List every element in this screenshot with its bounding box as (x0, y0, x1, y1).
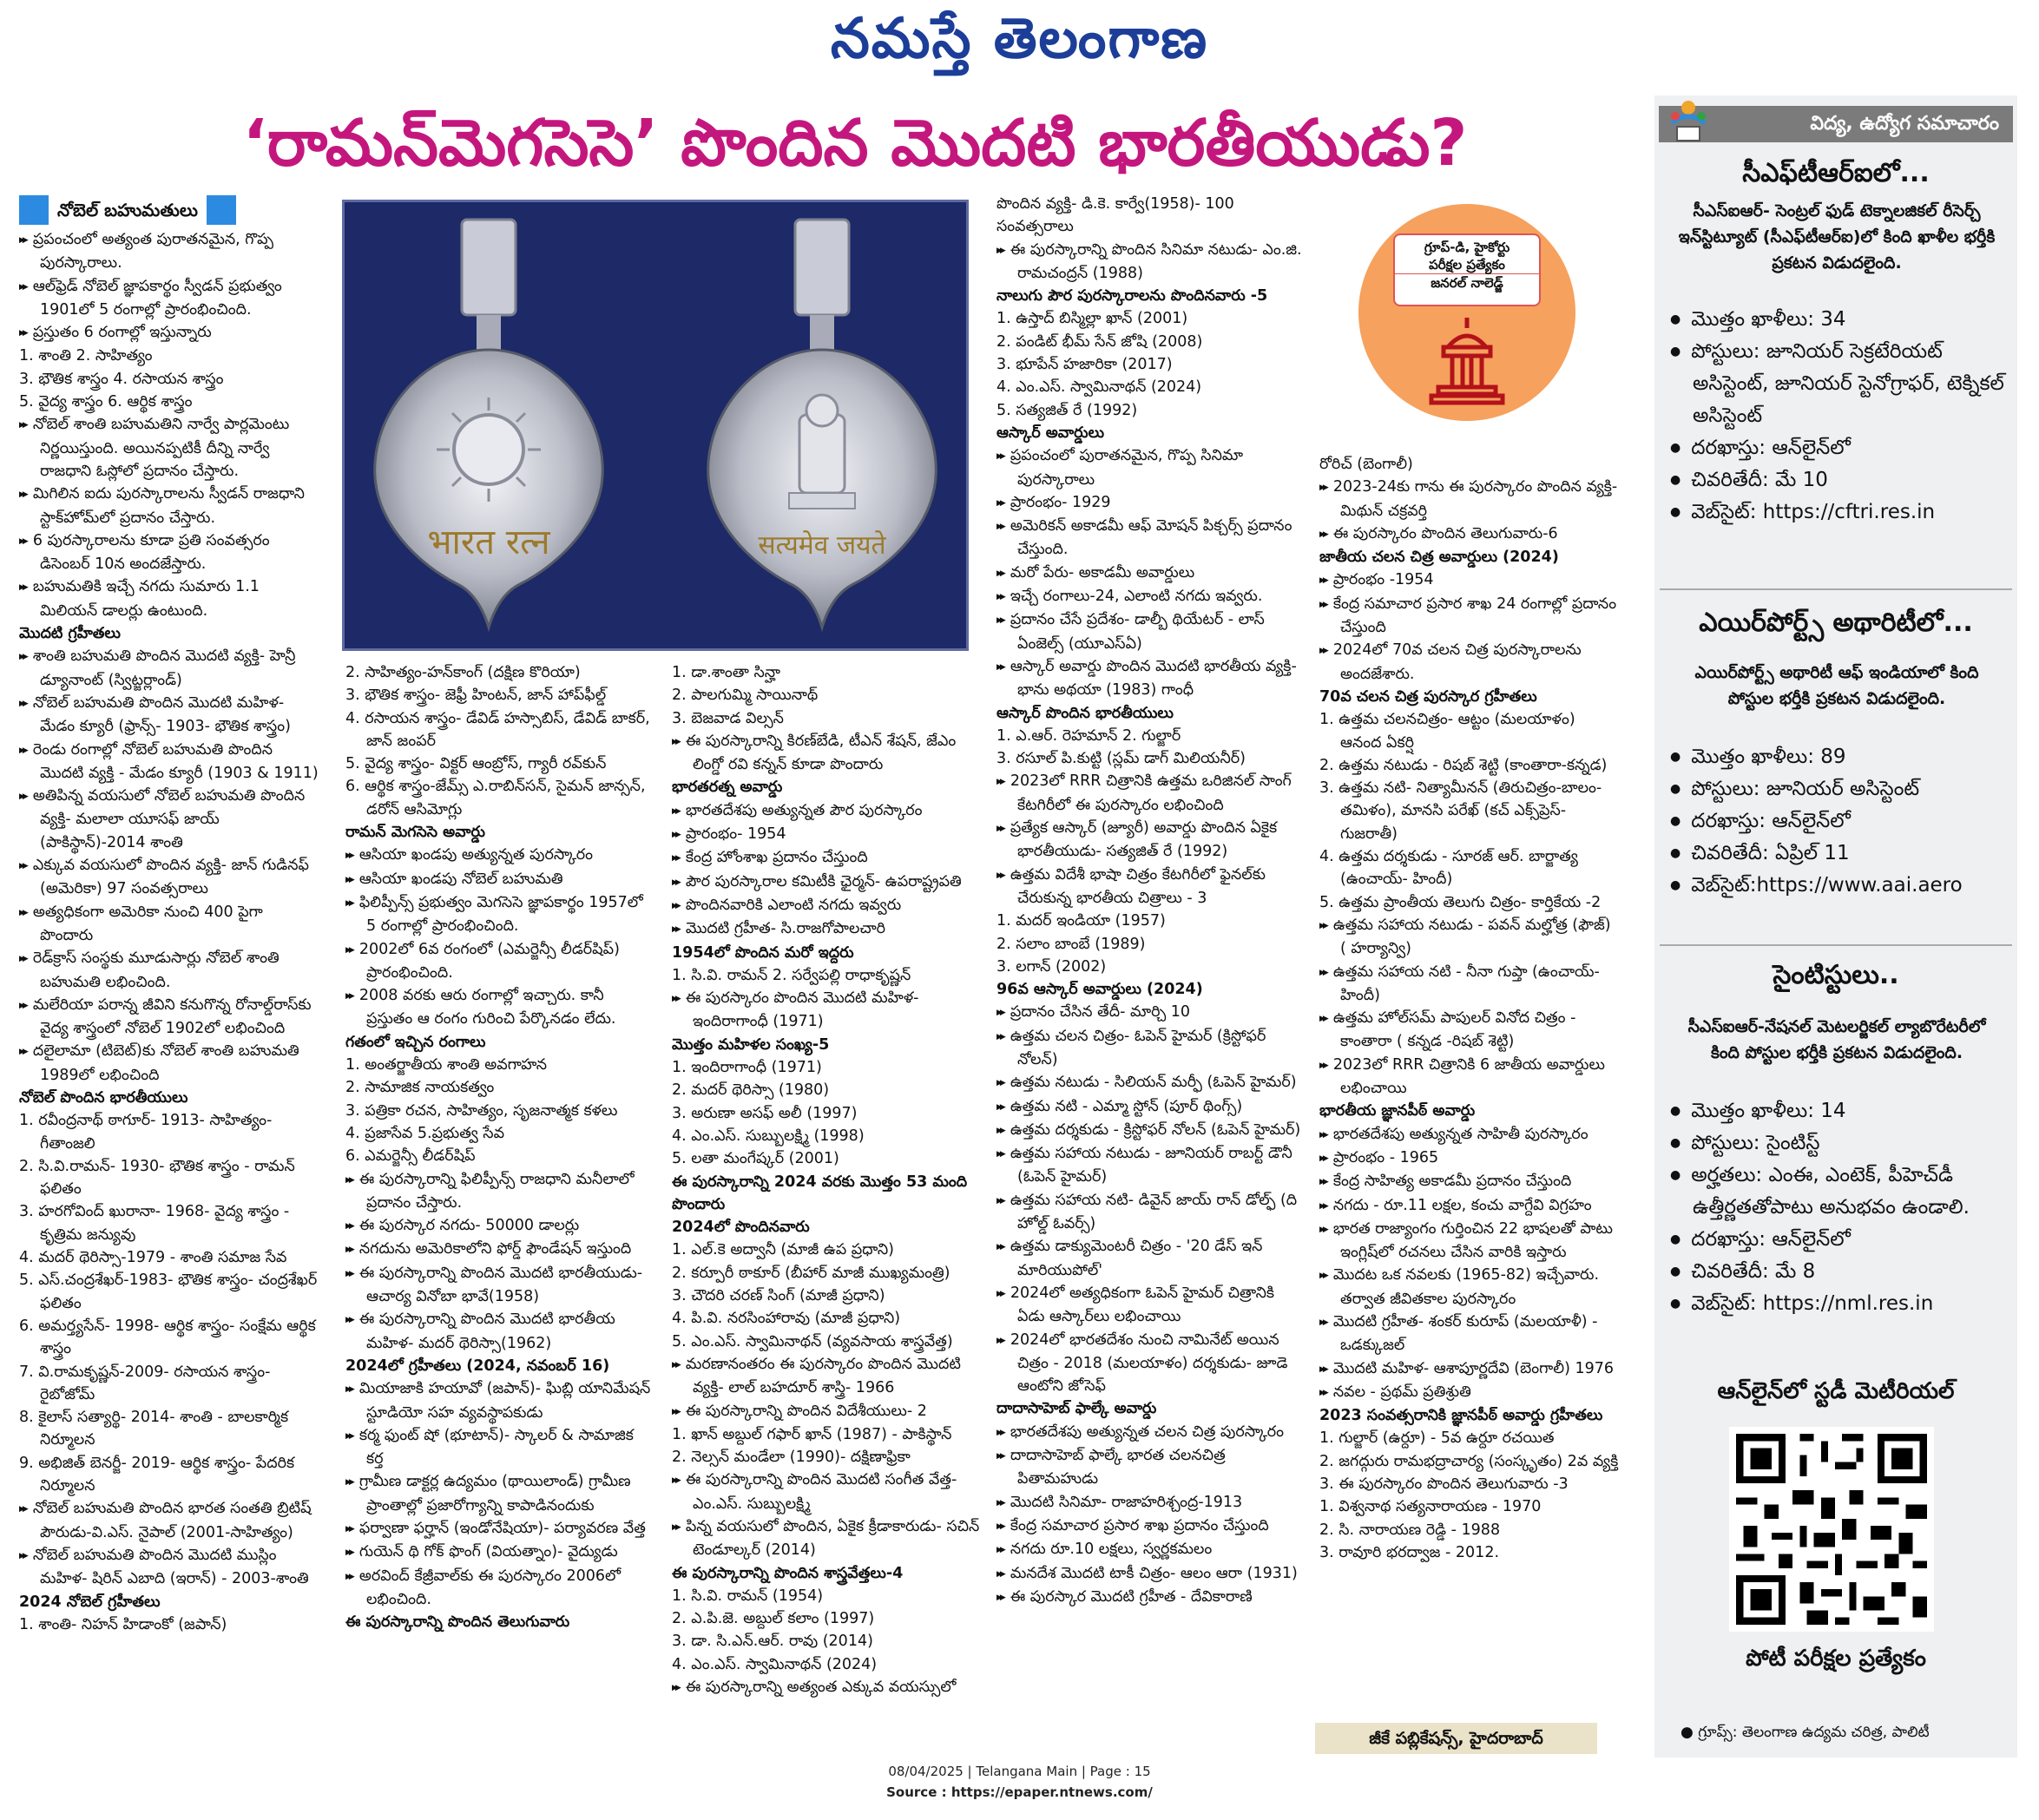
bullet-point: ▶▶ ప్రారంభం -1954 (1319, 568, 1619, 592)
list-item: 4. ఎం.ఎస్. స్వామినాథన్ (2024) (996, 378, 1202, 397)
blue-square-icon (19, 195, 49, 225)
cftri-details (1670, 304, 2009, 529)
subheading: 1954లో పొందిన మరో ఇద్దరు (672, 943, 854, 962)
list-item: 2. ఎ.పి.జె. అబ్దుల్ కలాం (1997) (672, 1610, 875, 1628)
bullet-point: ▶▶ ప్రారంభం- 1929 (996, 491, 1305, 515)
nml-intro: సీఎస్ఐఆర్-నేషనల్ మెటలర్జికల్ ల్యాబొరేటరీలో కింది పోస్టుల భర్తీకి ప్రకటన విడుదలైంది. (1687, 1017, 1986, 1062)
list-item: 5. వైద్య శాస్త్రం 6. ఆర్థిక శాస్త్రం (19, 393, 193, 411)
bullet-point: ▶▶ ఆస్కార్ అవార్డు పొందిన మొదటి భారతీయ వ్యక్తి- భాను అథయా (1983) గాంధీ (996, 655, 1305, 702)
subheading: ఈ పురస్కారాన్ని పొందిన శాస్త్రవేత్తలు-4 (672, 1564, 904, 1582)
list-item: 4. ఎం.ఎస్. సుబ్బులక్ష్మి (1998) (672, 1127, 865, 1145)
list-item: 4. ఎం.ఎస్. స్వామినాథన్ (2024) (672, 1655, 878, 1673)
general-knowledge-badge (1358, 204, 1575, 421)
list-item: 3. బెజవాడ విల్సన్ (672, 709, 784, 727)
job-detail-item: ● మొత్తం ఖాళీలు: 34 (1670, 304, 2009, 336)
list-item: 2. నెల్సన్ మండేలా (1990)- దక్షిణాఫ్రికా (672, 1449, 911, 1467)
bullet-point: ▶▶ 2023లో RRR చిత్రానికి ఉత్తమ ఒరిజినల్ సాంగ్ కేటగిరీలో ఈ పురస్కారం లభించింది (996, 770, 1305, 817)
list-item: 2. ఉత్తమ నటుడు - రిషబ్ శెట్టి (కాంతారా-కన్నడ) (1319, 756, 1608, 774)
bullet-point: ▶▶ మొదటి గ్రహీత- సి.రాజగోపాలచారి (672, 917, 980, 941)
list-item: రోరిచ్ (బెంగాలీ) (1319, 456, 1413, 473)
bullet-point: ▶▶ పౌర పురస్కారాల కమిటీకి ఛైర్మన్- ఉపరాష్ట్రపతి (672, 871, 980, 894)
subheading: నోబెల్ పొందిన భారతీయులు (19, 1088, 188, 1107)
list-item: 6. అమర్త్యసేన్- 1998- ఆర్థిక శాస్త్రం- సంక్షేమ ఆర్థిక శాస్త్రం (19, 1317, 316, 1358)
subheading: భారతరత్న అవార్డు (672, 779, 783, 797)
bullet-point: ▶▶ బహుమతికి ఇచ్చే నగదు సుమారు 1.1 మిలియన్ డాలర్లు ఉంటుంది. (19, 575, 319, 622)
bullet-point: ▶▶ ప్రదానం చేసే ప్రదేశం- డాల్బీ థియేటర్ - లాస్ ఏంజెల్స్ (యూఎస్ఏ) (996, 608, 1305, 655)
bullet-point: ▶▶ ప్రపంచంలో పురాతనమైన, గొప్ప సినిమా పురస్కారాలు (996, 444, 1305, 491)
bullet-point: ▶▶ భారతదేశపు అత్యున్నత పౌర పురస్కారం (672, 799, 980, 823)
list-item: 2. సి. నారాయణ రెడ్డి - 1988 (1319, 1521, 1501, 1539)
bullet-point: ▶▶ 2024లో 70వ చలన చిత్ర పురస్కారాలను అందజేశారు. (1319, 639, 1619, 686)
bullet-point: ▶▶ ఈ పురస్కార నగదు- 50000 డాలర్లు (345, 1214, 654, 1238)
bullet-point: ▶▶ ఆసియా ఖండపు అత్యున్నత పురస్కారం (345, 844, 654, 867)
bullet-point: ▶▶ ఉత్తమ నటి - ఎమ్మా స్టోన్ (పూర్ థింగ్స్) (996, 1095, 1305, 1119)
job-detail-item: ● అర్హతలు: ఎంఈ, ఎంటెక్, పీహెచ్‌డీ ఉత్తీర్ణతతోపాటు అనుభవం ఉండాలి. (1670, 1160, 2009, 1224)
bullet-point: ▶▶ అతిపిన్న వయసులో నోబెల్ బహుమతి పొందిన వ్యక్తి- మలాలా యూసఫ్ జాయ్ (పాకిస్థాన్)-2014 శాంతి (19, 785, 319, 854)
bullet-point: ▶▶ ప్రత్యేక ఆస్కార్ (జ్యూరీ) అవార్డు పొందిన ఏకైక భారతీయుడు- సత్యజిత్ రే (1992) (996, 817, 1305, 864)
bullet-point: ▶▶ ఈ పురస్కారం పొందిన మొదటి మహిళ- ఇందిరాగాంధీ (1971) (672, 987, 980, 1034)
job-detail-item: ● వెబ్‌సైట్: https://cftri.res.in (1670, 496, 2009, 529)
bullet-point: ▶▶ ఉత్తమ సహాయ నటి - నీనా గుప్తా (ఉంచాయ్-హిందీ) (1319, 961, 1619, 1008)
bullet-point: ▶▶ మొదటి గ్రహీత- శంకర్ కురూప్ (మలయాళీ) - ఒడక్కుజల్ (1319, 1311, 1619, 1357)
bullet-point: ▶▶ పొందినవారికి ఎలాంటి నగదు ఇవ్వరు (672, 894, 980, 917)
bullet-point: ▶▶ మియాజాకి హయావో (జపాన్)- ఘిబ్లి యానిమేషన్ స్టూడియో సహ వ్యవస్థాపకుడు (345, 1377, 654, 1424)
bullet-point: ▶▶ రెడ్‌క్రాస్ సంస్థకు మూడుసార్లు నోబెల్ శాంతి బహుమతి లభించింది. (19, 947, 319, 994)
bullet-point: ▶▶ నోబెల్ శాంతి బహుమతిని నార్వే పార్లమెంటు నిర్ణయిస్తుంది. అయినప్పటికీ దీన్ని నార్వే రాజధాని ఓస్లోలో ప్రదానం చేస్తారు. (19, 413, 319, 483)
list-item: 3. భౌతిక శాస్త్రం- జెఫ్రీ హింటన్, జాన్ హాప్‌ఫీల్డ్ (345, 687, 607, 705)
sidebar-divider (1660, 588, 2012, 590)
bullet-point: ▶▶ మిగిలిన ఐదు పురస్కారాలను స్వీడన్ రాజధాని స్టాక్‌హోమ్‌లో ప్రదానం చేస్తారు. (19, 483, 319, 529)
job-detail-item: ● పోస్టులు: సైంటిస్ట్ (1670, 1127, 2009, 1160)
bullet-point: ▶▶ నగదు రూ.10 లక్షలు, స్వర్ణకమలం (996, 1538, 1305, 1561)
subheading: దాదాసాహెబ్ ఫాల్కే అవార్డు (996, 1400, 1157, 1418)
bullet-point: ▶▶ ఈ పురస్కారం పొందిన తెలుగువారు-6 (1319, 522, 1619, 546)
bullet-point: ▶▶ మొదటి మహిళ- ఆశాపూర్ణదేవి (బెంగాలీ) 1976 (1319, 1357, 1619, 1381)
jobs-sidebar (1654, 95, 2017, 1758)
subheading: జాతీయ చలన చిత్ర అవార్డులు (2024) (1319, 549, 1559, 567)
bharat-ratna-medal-photo (342, 200, 969, 651)
svg-text:सत्यमेव जयते: सत्यमेव जयते (758, 530, 886, 561)
list-item: 3. పత్రికా రచన, సాహిత్యం, సృజనాత్మక కళలు (345, 1101, 618, 1120)
qr-code-icon[interactable] (1729, 1427, 1934, 1632)
list-item: 9. అభిజిత్ బెనర్జీ- 2019- ఆర్థిక శాస్త్రం- పేదరిక నిర్మూలన (19, 1454, 295, 1495)
bullet-point: ▶▶ ఉత్తమ సహాయ నటుడు - జూనియర్ రాబర్ట్ డౌనీ (ఓపెన్ హైమర్) (996, 1142, 1305, 1189)
subheading: నాలుగు పౌర పురస్కారాలను పొందినవారు -5 (996, 287, 1268, 306)
bullet-point: ▶▶ ఈ పురస్కారాన్ని ఫిలిప్పీన్స్ రాజధాని మనీలాలో ప్రదానం చేస్తారు. (345, 1168, 654, 1215)
aai-intro: ఎయిర్‌పోర్ట్స్ అథారిటీ ఆఫ్ ఇండియాలో కింది పోస్టుల భర్తీకి ప్రకటన విడుదలైంది. (1694, 663, 1979, 708)
list-item: 6. ఎమర్జెన్సీ లీడర్‌షిప్ (345, 1147, 476, 1166)
job-detail-item: ● దరఖాస్తు: ఆన్‌లైన్‌లో (1670, 1224, 2009, 1256)
nml-title: సైంటిస్టులు.. (1773, 960, 1899, 990)
subheading: 2024లో పొందినవారు (672, 1219, 810, 1237)
article-column-3 (672, 661, 980, 1699)
bullet-point: ▶▶ ఈ పురస్కారాన్ని పొందిన విదేశీయులు- 2 (672, 1400, 980, 1423)
list-item: 1. సి.వి. రామన్ 2. సర్వేపల్లి రాధాకృష్ణన్ (672, 966, 911, 984)
list-item: 5. ఎస్.చంద్రశేఖర్-1983- భౌతిక శాస్త్రం- చంద్రశేఖర్ ఫలితం (19, 1271, 318, 1312)
list-item: 4. ఉత్తమ దర్శకుడు - సూరజ్ ఆర్. బార్జాత్య (ఉంచాయ్- హిందీ) (1319, 848, 1578, 889)
bullet-point: ▶▶ దలైలామా (టిబెట్)కు నోబెల్ శాంతి బహుమతి 1989లో లభించింది (19, 1040, 319, 1087)
list-item: 6. ఆర్థిక శాస్త్రం-జేమ్స్ ఎ.రాబిన్‌సన్, సైమన్ జాన్సన్, డరోన్ ఆసిమోగ్లు (345, 778, 646, 818)
list-item: 2. పండిట్ భీమ్ సేన్ జోషి (2008) (996, 332, 1203, 351)
bullet-point: ▶▶ నోబెల్ బహుమతి పొందిన మొదటి మహిళ- మేడం క్యూరీ (ఫ్రాన్స్- 1903- భౌతిక శాస్త్రం) (19, 692, 319, 739)
bullet-point: ▶▶ నవల - ప్రథమ్ ప్రతిశ్రుతి (1319, 1381, 1619, 1404)
list-item: 1. విశ్వనాథ సత్యనారాయణ - 1970 (1319, 1498, 1542, 1516)
list-item: 5. సత్యజిత్ రే (1992) (996, 401, 1138, 419)
bullet-point: ▶▶ ఈ పురస్కారాన్ని పొందిన మొదటి భారతీయుడు- ఆచార్య వినోబా భావే(1958) (345, 1262, 654, 1309)
bullet-point: ▶▶ ప్రారంభం - 1965 (1319, 1147, 1619, 1170)
bullet-point: ▶▶ ప్రపంచంలో అత్యంత పురాతనమైన, గొప్ప పురస్కారాలు. (19, 228, 319, 275)
list-item: 2. సి.వి.రామన్- 1930- భౌతిక శాస్త్రం - రామన్ ఫలితం (19, 1157, 295, 1199)
subheading: రామన్ మెగసెసె అవార్డు (345, 824, 485, 842)
blue-square-icon (207, 195, 236, 225)
education-logo-icon (1665, 97, 1712, 144)
publisher-byline: జీకే పబ్లికేషన్స్, హైదరాబాద్ (1315, 1723, 1597, 1754)
bullet-point: ▶▶ ప్రారంభం- 1954 (672, 823, 980, 846)
bullet-point: ▶▶ 2008 వరకు ఆరు రంగాల్లో ఇచ్చారు. కానీ ప్రస్తుతం ఆ రంగం గురించి పేర్కొనడం లేదు. (345, 984, 654, 1031)
subheading: మొదటి గ్రహీతలు (19, 625, 121, 643)
bullet-point: ▶▶ ఉత్తమ చలన చిత్రం- ఓపెన్ హైమర్ (క్రిస్టోఫర్ నోలన్) (996, 1025, 1305, 1072)
bullet-point: ▶▶ ఉత్తమ డాక్యుమెంటరీ చిత్రం - '20 డేస్ ఇన్ మారియుపోల్' (996, 1235, 1305, 1282)
subheading: ఆస్కార్ అవార్డులు (996, 424, 1105, 442)
bullet-point: ▶▶ మొదట ఒక నవలకు (1965-82) ఇచ్చేవారు. తర్వాత జీవితకాల పురస్కారం (1319, 1264, 1619, 1311)
list-item: 1. ఎల్.కె అద్వానీ (మాజీ ఉప ప్రధాని) (672, 1241, 894, 1259)
subheading: 96వ ఆస్కార్ అవార్డులు (2024) (996, 981, 1203, 999)
job-detail-item: ● మొత్తం ఖాళీలు: 89 (1670, 741, 2009, 773)
subheading: భారతీయ జ్ఞానపీఠ్ అవార్డు (1319, 1102, 1476, 1120)
column-lines (672, 661, 980, 1699)
job-detail-item: ● పోస్టులు: జూనియర్ అసిస్టెంట్ (1670, 773, 2009, 805)
bullet-point: ▶▶ మరో పేరు- అకాడమీ అవార్డులు (996, 562, 1305, 585)
list-item: 3. డా. సి.ఎన్.ఆర్. రావు (2014) (672, 1633, 873, 1651)
list-item: 2. జగద్గురు రామభద్రాచార్య (సంస్కృతం) 2వ వ్యక్తి (1319, 1452, 1619, 1470)
list-item: 3. ఈ పురస్కారం పొందిన తెలుగువారు -3 (1319, 1475, 1569, 1494)
section-title: నోబెల్ బహుమతులు (57, 199, 198, 220)
bullet-point: ▶▶ 2023-24కు గాను ఈ పురస్కారం పొందిన వ్యక్తి- మిథున్ చక్రవర్తి (1319, 476, 1619, 522)
list-item: 1. ఖాన్ అబ్దుల్ గఫార్ ఖాన్ (1987) - పాకిస్థాన్ (672, 1425, 952, 1443)
bullet-point: ▶▶ ఆల్‌ఫ్రెడ్ నోబెల్ జ్ఞాపకార్థం స్వీడన్ ప్రభుత్వం 1901లో 5 రంగాల్లో ప్రారంభించింది. (19, 275, 319, 322)
job-detail-item: ● దరఖాస్తు: ఆన్‌లైన్‌లో (1670, 432, 2009, 464)
list-item: 3. అరుణా అసఫ్ అలీ (1997) (672, 1104, 858, 1122)
badge-line-2: పరీక్షల ప్రత్యేకం (1429, 257, 1505, 273)
list-item: 3. రసూల్ పి.కుట్టి (స్లమ్ డాగ్ మిలియనీర్) (996, 750, 1246, 768)
bullet-point: ▶▶ భారతదేశపు అత్యున్నత సాహితీ పురస్కారం (1319, 1123, 1619, 1147)
article-column-2 (345, 661, 654, 1633)
bullet-point: ▶▶ ఈ పురస్కారాన్ని అత్యంత ఎక్కువ వయస్సులో (672, 1676, 980, 1699)
bullet-point: ▶▶ కర్మ ఫుంట్ షో (భూటాన్)- స్కాలర్ & సామాజిక కర్త (345, 1424, 654, 1471)
list-item: 2. సలాం బాంబే (1989) (996, 935, 1146, 953)
subheading: గతంలో ఇచ్చిన రంగాలు (345, 1033, 486, 1051)
bullet-point: ▶▶ శాంతి బహుమతి పొందిన మొదటి వ్యక్తి- హెన్రీ డ్యూనాంట్ (స్విట్జర్లాండ్) (19, 645, 319, 692)
job-detail-item: ● చివరితేదీ: మే 8 (1670, 1256, 2009, 1288)
bullet-point: ▶▶ ఉత్తమ నటుడు - సిలియన్ మర్ఫీ (ఓపెన్ హైమర్) (996, 1071, 1305, 1094)
bullet-point: ▶▶ ఫిలిప్పీన్స్ ప్రభుత్వం మెగసెసె జ్ఞాపకార్థం 1957లో 5 రంగాల్లో ప్రారంభించింది. (345, 891, 654, 938)
svg-text:भारत रत्न: भारत रत्न (427, 522, 550, 562)
list-item: 5. వైద్య శాస్త్రం- విక్టర్ ఆంబ్రోస్, గ్యారీ రవ్‌కున్ (345, 755, 607, 773)
bullet-point: ▶▶ ఉత్తమ సహాయ నటుడు - పవన్ మల్హోత్ర (ఫౌజ్) ( హర్యాన్వి) (1319, 914, 1619, 961)
government-building-icon (1419, 312, 1515, 408)
list-item: 1. ఇందిరాగాంధీ (1971) (672, 1059, 822, 1077)
job-detail-item: ● మొత్తం ఖాళీలు: 14 (1670, 1095, 2009, 1127)
list-item: 4. మదర్ థెరిస్సా-1979 - శాంతి సమాజ సేవ (19, 1249, 287, 1267)
list-item: 1. ఎ.ఆర్. రెహమాన్ 2. గుల్జార్ (996, 726, 1181, 745)
list-item: 1. గుల్జార్ (ఉర్దూ) - 5వ ఉర్దూ రచయిత (1319, 1429, 1555, 1448)
bullet-point: ▶▶ ఆసియా ఖండపు నోబెల్ బహుమతి (345, 868, 654, 891)
list-item: 1. సి.వి. రామన్ (1954) (672, 1587, 824, 1605)
job-detail-item: ● వెబ్‌సైట్: https://nml.res.in (1670, 1288, 2009, 1320)
list-item: 4. ప్రజాసేవ 5.ప్రభుత్వ సేవ (345, 1124, 505, 1142)
article-column-1 (19, 195, 319, 1636)
badge-line-3: జనరల్ నాలెడ్జ్ (1395, 273, 1539, 292)
list-item: 4. పి.వి. నరసింహారావు (మాజీ ప్రధాని) (672, 1310, 901, 1328)
aai-title: ఎయిర్‌పోర్ట్స్ అథారిటీలో... (1699, 608, 1973, 638)
column-lines (19, 228, 319, 1636)
footer-page-info: 08/04/2025 | Telangana Main | Page : 15 (888, 1764, 1151, 1779)
bullet-point: ▶▶ పిన్న వయసులో పొందిన, ఏకైక క్రీడాకారుడు- సచిన్ టెండూల్కర్ (2014) (672, 1515, 980, 1562)
column-lines (996, 193, 1305, 1609)
list-item: 1. రవీంద్రనాథ్ ఠాగూర్- 1913- సాహిత్యం- గీతాంజలి (19, 1112, 273, 1153)
list-item: 2. మదర్ థెరిస్సా (1980) (672, 1081, 830, 1100)
study-material-title: ఆన్‌లైన్‌లో స్టడీ మెటీరియల్ (1717, 1378, 1955, 1404)
bullet-point: ▶▶ ప్రదానం చేసిన తేదీ- మార్చి 10 (996, 1001, 1305, 1024)
bullet-point: ▶▶ 2002లో 6వ రంగంలో (ఎమర్జెన్సీ లీడర్‌షిప్) ప్రారంభించింది. (345, 938, 654, 985)
bullet-point: ▶▶ కేంద్ర సమాచార ప్రసార శాఖ 24 రంగాల్లో ప్రదానం చేస్తుంది (1319, 593, 1619, 640)
column-lines (1319, 453, 1619, 1564)
list-item: 3. చౌదరి చరణ్ సింగ్ (మాజీ ప్రధాని) (672, 1287, 885, 1305)
bullet-point: ▶▶ 6 పురస్కారాలను కూడా ప్రతి సంవత్సరం డిసెంబర్ 10న అందజేస్తారు. (19, 529, 319, 576)
bullet-point: ▶▶ నగదును అమెరికాలోని ఫోర్డ్ ఫౌండేషన్ ఇస్తుంది (345, 1238, 654, 1261)
list-item: 1. ఉస్తాద్ బిస్మిల్లా ఖాన్ (2001) (996, 310, 1188, 328)
job-detail-item: ● చివరితేదీ: మే 10 (1670, 464, 2009, 496)
bullet-point: ▶▶ భారతదేశపు అత్యున్నత చలన చిత్ర పురస్కారం (996, 1421, 1305, 1444)
aai-details (1670, 741, 2009, 902)
bullet-point: ▶▶ ఉత్తమ విదేశీ భాషా చిత్రం కేటగిరీలో ఫైనల్‌కు చేరుకున్న భారతీయ చిత్రాలు - 3 (996, 864, 1305, 910)
job-detail-item: ● దరఖాస్తు: ఆన్‌లైన్‌లో (1670, 805, 2009, 838)
nml-details (1670, 1095, 2009, 1320)
column-lines (345, 661, 654, 1633)
article-column-4 (996, 193, 1305, 1609)
bullet-point: ▶▶ నోబెల్ బహుమతి పొందిన మొదటి ముస్లిం మహిళ- షిరిన్ ఎబాది (ఇరాన్) - 2003-శాంతి (19, 1544, 319, 1591)
bullet-point: ▶▶ ఉత్తమ హోల్‌సమ్ పాపులర్ వినోద చిత్రం - కాంతారా ( కన్నడ -రిషబ్ శెట్టి) (1319, 1007, 1619, 1054)
footer-source: Source : https://epaper.ntnews.com/ (886, 1784, 1153, 1800)
subheading: 2024 నోబెల్ గ్రహీతలు (19, 1593, 161, 1611)
list-item: 3. భౌతిక శాస్త్రం 4. రసాయన శాస్త్రం (19, 370, 224, 388)
bullet-point: ▶▶ ఎక్కువ వయసులో పొందిన వ్యక్తి- జాన్ గుడినఫ్ (అమెరికా) 97 సంవత్సరాలు (19, 854, 319, 901)
subheading: 2023 సంవత్సరానికి జ్ఞానపీఠ్ అవార్డు గ్రహీతలు (1319, 1407, 1603, 1425)
bullet-point: ▶▶ మరణానంతరం ఈ పురస్కారం పొందిన మొదటి వ్యక్తి- లాల్ బహదూర్ శాస్త్రి- 1966 (672, 1353, 980, 1400)
bullet-point: ▶▶ ఉత్తమ సహాయ నటి- డివైన్ జాయ్ రాన్ డోల్ఫ్ (ది హోల్డ్ ఓవర్స్) (996, 1189, 1305, 1236)
bullet-point: ▶▶ నగదు - రూ.11 లక్షల, కంచు వాగ్దేవి విగ్రహం (1319, 1194, 1619, 1218)
bullet-point: ▶▶ అత్యధికంగా అమెరికా నుంచి 400 పైగా పొందారు (19, 901, 319, 948)
subheading: ఆస్కార్ పొందిన భారతీయులు (996, 704, 1174, 722)
bullet-point: ▶▶ గ్రామీణ డాక్టర్ల ఉద్యమం (థాయిలాండ్) గ్రామీణ ప్రాంతాల్లో ప్రజారోగ్యాన్ని కాపాడినందుకు (345, 1470, 654, 1517)
bullet-point: ▶▶ ఈ పురస్కారాన్ని పొందిన మొదటి సంగీత వేత్త- ఎం.ఎస్. సుబ్బులక్ష్మి (672, 1468, 980, 1515)
bullet-point: ▶▶ ప్రస్తుతం 6 రంగాల్లో ఇస్తున్నారు (19, 321, 319, 345)
bullet-point: ▶▶ అమెరికన్ అకాడమీ ఆఫ్ మోషన్ పిక్చర్స్ ప్రదానం చేస్తుంది. (996, 515, 1305, 562)
list-item: 2. కర్పూరీ ఠాకూర్ (బీహార్ మాజీ ముఖ్యమంత్రి) (672, 1264, 950, 1282)
bullet-point: ▶▶ ఈ పురస్కారాన్ని పొందిన సినిమా నటుడు- ఎం.జి. రామచంద్రన్ (1988) (996, 239, 1305, 286)
list-item: 2. సాహిత్యం-హన్‌కాంగ్ (దక్షిణ కొరియా) (345, 664, 581, 681)
badge-label (1393, 233, 1541, 306)
job-detail-item: ● వెబ్‌సైట్:https://www.aai.aero (1670, 870, 2009, 902)
list-item: 3. లగాన్ (2002) (996, 957, 1107, 976)
sidebar-tag: విద్య, ఉద్యోగ సమాచారం (1659, 106, 2013, 142)
list-item: 3. భూపేన్ హజారికా (2017) (996, 356, 1173, 374)
subheading: మొత్తం మహిళల సంఖ్య-5 (672, 1035, 830, 1054)
list-item: 1. డా.శాంతా సిన్హా (672, 664, 780, 681)
bullet-point: ▶▶ కేంద్ర సాహిత్య అకాడమీ ప్రదానం చేస్తుంది (1319, 1170, 1619, 1193)
sidebar-divider (1660, 944, 2012, 946)
cftri-intro: సీఎస్ఐఆర్- సెంట్రల్ ఫుడ్ టెక్నాలజికల్ రీసెర్చ్ ఇన్‌స్టిట్యూట్ (సీఎఫ్‌టీఆర్ఐ)లో కింది ఖాళీల భర్తీకి ప్రకటన విడుదలైంది. (1678, 201, 1996, 273)
bullet-point: ▶▶ మనదేశ మొదటి టాకీ చిత్రం- ఆలం ఆరా (1931) (996, 1562, 1305, 1586)
badge-line-1: గ్రూప్-డి, హైకోర్టు (1424, 240, 1510, 255)
list-item: 1. శాంతి- నిహన్ హిడాంకో (జపాన్) (19, 1615, 227, 1633)
list-item: 4. రసాయన శాస్త్రం- డేవిడ్ హస్సాబిస్, డేవిడ్ బాకర్, జాన్ జంపర్ (345, 709, 650, 750)
bullet-point: ▶▶ దాదాసాహెబ్ ఫాల్కే భారత చలనచిత్ర పితామహుడు (996, 1444, 1305, 1491)
bullet-point: ▶▶ ఇచ్చే రంగాలు-24, ఎలాంటి నగదు ఇవ్వరు. (996, 585, 1305, 608)
list-item: 3. హరగోవింద్ ఖురానా- 1968- వైద్య శాస్త్రం - కృత్రిమ జన్యువు (19, 1203, 290, 1244)
list-item: 1. శాంతి 2. సాహిత్యం (19, 347, 153, 365)
bullet-point: ▶▶ ఈ పురస్కార మొదటి గ్రహీత - దేవికారాణి (996, 1586, 1305, 1609)
bullet-point: ▶▶ 2023లో RRR చిత్రానికి 6 జాతీయ అవార్డులు లభించాయి (1319, 1054, 1619, 1101)
bullet-point: ▶▶ నోబెల్ బహుమతి పొందిన భారత సంతతి బ్రిటిష్ పౌరుడు-వి.ఎస్. నైపాల్ (2001-సాహిత్యం) (19, 1497, 319, 1544)
bullet-point: ▶▶ మలేరియా పరాన్న జీవిని కనుగొన్న రోనాల్డ్‌రాస్‌కు వైద్య శాస్త్రంలో నోబెల్ 1902లో లభించింది (19, 994, 319, 1041)
subheading: ఈ పురస్కారాన్ని పొందిన తెలుగువారు (345, 1613, 570, 1632)
article-headline: ‘రామన్‌మెగసెసె’ పొందిన మొదటి భారతీయుడు? (242, 106, 1468, 181)
list-item: 7. వి.రామకృష్ణన్-2009- రసాయన శాస్త్రం- రైబోజోమ్ (19, 1363, 271, 1403)
list-item: 8. కైలాస్ సత్యార్థి- 2014- శాంతి - బాలకార్మిక నిర్మూలన (19, 1409, 289, 1449)
list-item: 5. ఎం.ఎస్. స్వామినాథన్ (వ్యవసాయ శాస్త్రవేత్త) (672, 1332, 953, 1350)
bullet-point: ▶▶ రెండు రంగాల్లో నోబెల్ బహుమతి పొందిన మొదటి వ్యక్తి - మేడం క్యూరీ (1903 & 1911) (19, 739, 319, 785)
exam-special-title: పోటీ పరీక్షల ప్రత్యేకం (1746, 1646, 1926, 1672)
bullet-point: ▶▶ మొదటి సినిమా- రాజాహరిశ్చంద్ర-1913 (996, 1491, 1305, 1514)
section-heading (19, 195, 319, 225)
cftri-title: సీఎఫ్‌టీఆర్ఐలో... (1742, 158, 1930, 188)
bullet-point: ▶▶ కేంద్ర సమాచార ప్రసార శాఖ ప్రదానం చేస్తుంది (996, 1514, 1305, 1538)
bullet-point: ▶▶ ఈ పురస్కారాన్ని కిరణ్‌బేడి, టీఎన్ శేషన్, జేఎం లింగ్డో రవి కన్నన్ కూడా పొందారు (672, 730, 980, 777)
list-item: 1. అంతర్జాతీయ శాంతి అవగాహన (345, 1056, 548, 1074)
list-item: 5. ఉత్తమ ప్రాంతీయ తెలుగు చిత్రం- కార్తికేయ -2 (1319, 893, 1602, 911)
list-item: 3. రావూరి భరద్వాజ - 2012. (1319, 1543, 1500, 1561)
job-detail-item: ● చివరితేదీ: ఏప్రిల్ 11 (1670, 838, 2009, 870)
list-item: 2. సామాజిక నాయకత్వం (345, 1079, 495, 1097)
bullet-point: ▶▶ 2024లో అత్యధికంగా ఓపెన్ హైమర్ చిత్రానికి ఏడు ఆస్కార్‌లు లభించాయి (996, 1282, 1305, 1329)
list-item: 5. లతా మంగేష్కర్ (2001) (672, 1150, 839, 1168)
bullet-point: ▶▶ గుయెన్ థి గోక్ ఫొంగ్ (వియత్నాం)- వైద్యుడు (345, 1541, 654, 1564)
bullet-point: ▶▶ అరవింద్ కేజ్రీవాల్‌కు ఈ పురస్కారం 2006లో లభించింది. (345, 1565, 654, 1612)
list-item: 3. ఉత్తమ నటి- నిత్యామీనన్ (తిరుచిత్రం-బాలం- తమిళం), మానసి పరేఖ్ (కచ్ ఎక్స్‌ప్రెస్- గుజరాతీ) (1319, 779, 1602, 843)
bullet-point: ▶▶ ఫర్వాణా ఫర్హాన్ (ఇండోనేషియా)- పర్యావరణ వేత్త (345, 1517, 654, 1541)
bullet-point: ▶▶ 2024లో భారతదేశం నుంచి నామినేట్ అయిన చిత్రం - 2018 (మలయాళం) దర్శకుడు- జూడె ఆంటోని జోసెఫ్ (996, 1329, 1305, 1398)
list-item: 1. మదర్ ఇండియా (1957) (996, 912, 1166, 930)
article-column-5 (1319, 453, 1619, 1564)
list-item: పొందిన వ్యక్తి- డి.కె. కార్వే(1958)- 100 సంవత్సరాలు (996, 195, 1234, 236)
subheading: 2024లో గ్రహీతలు (2024, నవంబర్ 16) (345, 1357, 610, 1375)
subheading: ఈ పురస్కారాన్ని 2024 వరకు మొత్తం 53 మంది పొందారు (672, 1173, 968, 1213)
job-detail-item: ● పోస్టులు: జూనియర్ సెక్రటేరియట్ అసిస్టెంట్, జూనియర్ స్టెనోగ్రాఫర్, టెక్నికల్ అసిస్టెంట్ (1670, 336, 2009, 432)
list-item: 2. పాలగుమ్మి సాయినాథ్ (672, 687, 819, 705)
list-item: 1. ఉత్తమ చలనచిత్రం- ఆట్టం (మలయాళం) ఆనంద ఏకర్షి (1319, 711, 1575, 752)
masthead-logo: నమస్తే తెలంగాణ (830, 7, 1209, 71)
bullet-point: ▶▶ కేంద్ర హోంశాఖ ప్రదానం చేస్తుంది (672, 846, 980, 870)
subheading: 70వ చలన చిత్ర పురస్కార గ్రహీతలు (1319, 687, 1537, 706)
bullet-point: ▶▶ ఈ పురస్కారాన్ని పొందిన మొదటి భారతీయ మహిళ- మదర్ థెరిస్సా(1962) (345, 1308, 654, 1355)
bullet-point: ▶▶ భారత రాజ్యాంగం గుర్తించిన 22 భాషలతో పాటు ఇంగ్లిష్‌లో రచనలు చేసిన వారికి ఇస్తారు (1319, 1218, 1619, 1265)
bullet-point: ▶▶ ఉత్తమ దర్శకుడు - క్రిస్టోఫర్ నోలన్ (ఓపెన్ హైమర్) (996, 1119, 1305, 1142)
group-topics-text: ● గ్రూప్స్: తెలంగాణ ఉద్యమ చరిత్ర, పాలిటీ (1681, 1724, 1930, 1741)
